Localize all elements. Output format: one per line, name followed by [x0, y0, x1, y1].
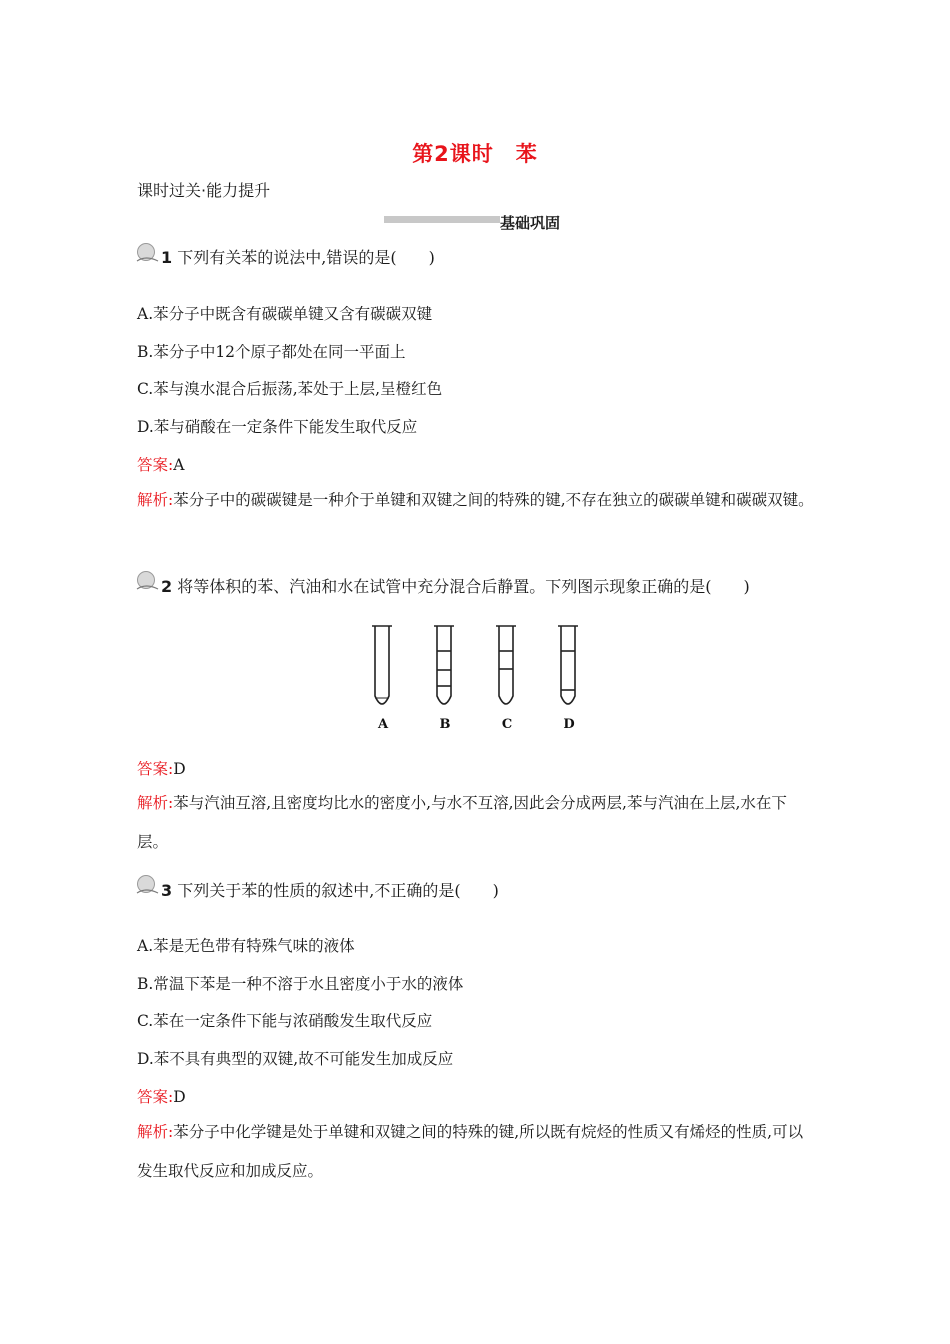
analysis-block	[137, 784, 817, 862]
tube-label-b: B	[439, 717, 451, 732]
question-stem-text: 下列关于苯的性质的叙述中,不正确的是( )	[177, 881, 499, 900]
option-c: C.苯与溴水混合后振荡,苯处于上层,呈橙红色	[137, 380, 443, 398]
question-stem-text: 下列有关苯的说法中,错误的是( )	[177, 248, 435, 267]
test-tubes-svg	[364, 622, 588, 734]
option-b: B.苯分子中12个原子都处在同一平面上	[137, 343, 406, 361]
question-marker-icon	[134, 243, 160, 263]
question-number: 1	[161, 248, 173, 267]
question-marker-icon	[134, 875, 160, 895]
option-d: D.苯与硝酸在一定条件下能发生取代反应	[137, 418, 418, 436]
analysis-label: 解析:	[137, 794, 174, 812]
question-2-stem	[161, 574, 750, 597]
question-stem-text: 将等体积的苯、汽油和水在试管中充分混合后静置。下列图示现象正确的是( )	[177, 577, 750, 596]
question-1-stem	[161, 245, 435, 268]
tube-label-a: A	[377, 717, 389, 732]
analysis-block	[137, 481, 817, 520]
analysis-text: 苯与汽油互溶,且密度均比水的密度小,与水不互溶,因此会分成两层,苯与汽油在上层,水在下层。	[137, 794, 787, 851]
option-d: D.苯不具有典型的双键,故不可能发生加成反应	[137, 1050, 454, 1068]
test-tube-c	[496, 626, 516, 704]
analysis-label: 解析:	[137, 491, 174, 509]
question-number: 2	[161, 577, 173, 596]
question-marker-icon	[134, 571, 160, 591]
test-tube-b	[434, 626, 454, 704]
analysis-text: 苯分子中的碳碳键是一种介于单键和双键之间的特殊的键,不存在独立的碳碳单键和碳碳双键。	[173, 491, 814, 509]
page-title: 第2课时 苯	[412, 142, 538, 166]
answer-line	[137, 1085, 186, 1107]
tube-label-c: C	[501, 717, 513, 732]
option-c: C.苯在一定条件下能与浓硝酸发生取代反应	[137, 1012, 433, 1030]
answer-line	[137, 757, 186, 779]
analysis-text: 苯分子中化学键是处于单键和双键之间的特殊的键,所以既有烷烃的性质又有烯烃的性质,可以发生取代反应和加成反应。	[137, 1123, 804, 1180]
answer-value: A	[173, 456, 185, 474]
answer-label: 答案:	[137, 456, 174, 474]
test-tube-d	[558, 626, 578, 704]
answer-value: D	[173, 1088, 186, 1106]
test-tube-a	[372, 626, 392, 704]
question-number: 3	[161, 881, 173, 900]
question-3-stem	[161, 878, 499, 901]
option-a: A.苯是无色带有特殊气味的液体	[137, 937, 355, 955]
option-b: B.常温下苯是一种不溶于水且密度小于水的液体	[137, 975, 464, 993]
answer-line	[137, 453, 184, 475]
analysis-label: 解析:	[137, 1123, 174, 1141]
page-subtitle: 课时过关·能力提升	[137, 181, 271, 200]
section-bar	[384, 216, 500, 223]
tube-label-d: D	[563, 717, 575, 732]
section-label: 基础巩固	[500, 214, 561, 232]
answer-label: 答案:	[137, 760, 174, 778]
analysis-block	[137, 1113, 817, 1191]
answer-value: D	[173, 760, 186, 778]
option-a: A.苯分子中既含有碳碳单键又含有碳碳双键	[137, 305, 433, 323]
answer-label: 答案:	[137, 1088, 174, 1106]
test-tube-diagram	[364, 622, 588, 734]
